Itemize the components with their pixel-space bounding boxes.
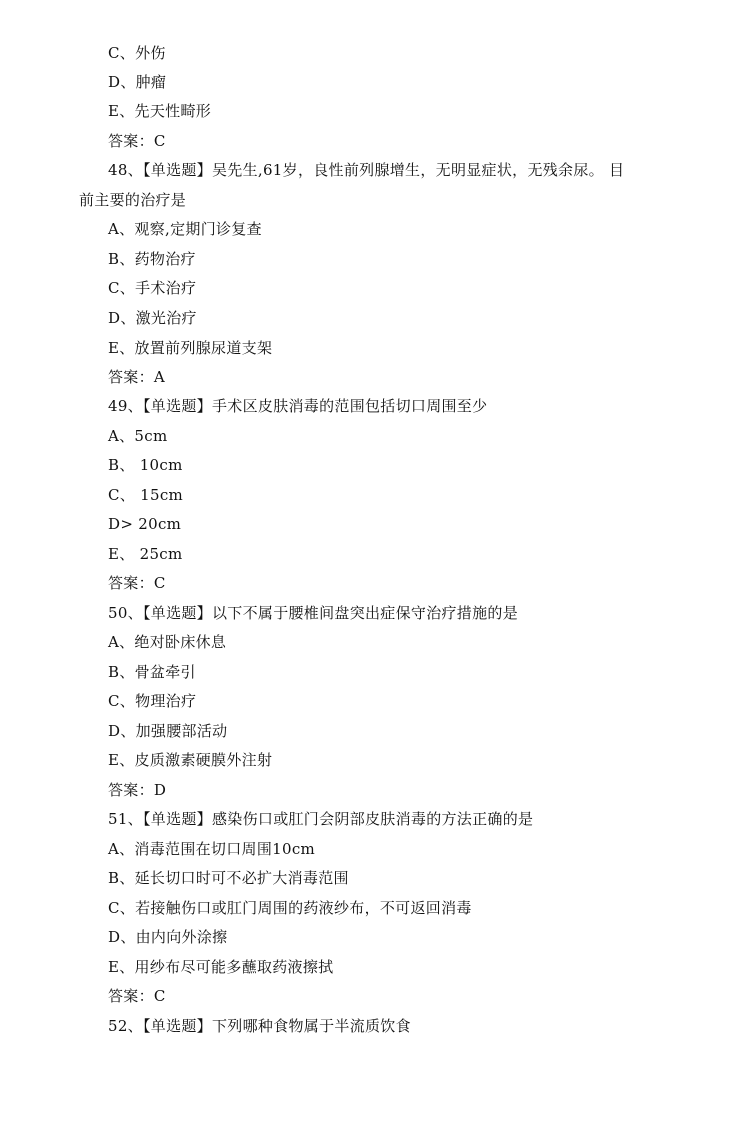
answer-q48: 答案：A (108, 368, 166, 386)
option-b-q51: B、延长切口时可不必扩大消毒范围 (108, 869, 349, 887)
answer-q47: 答案：C (108, 132, 166, 150)
option-e-q47: E、先天性畸形 (108, 102, 212, 120)
question-48-continued: 前主要的治疗是 (79, 191, 187, 209)
option-c-q49: C、 15cm (108, 486, 184, 504)
option-b-q50: B、骨盆牵引 (108, 663, 196, 681)
option-a-q51: A、消毒范围在切口周围10cm (108, 840, 316, 858)
answer-q51: 答案：C (108, 987, 166, 1005)
option-e-q49: E、 25cm (108, 545, 183, 563)
option-d-q49: D> 20cm (108, 515, 182, 533)
option-a-q50: A、绝对卧床休息 (108, 633, 227, 651)
option-c-q47: C、外伤 (108, 44, 166, 62)
option-d-q50: D、加强腰部活动 (108, 722, 228, 740)
option-c-q50: C、物理治疗 (108, 692, 197, 710)
option-d-q51: D、由内向外涂擦 (108, 928, 228, 946)
question-50: 50、【单选题】以下不属于腰椎间盘突出症保守治疗措施的是 (108, 604, 518, 622)
option-d-q48: D、激光治疗 (108, 309, 197, 327)
option-e-q50: E、皮质激素硬膜外注射 (108, 751, 273, 769)
question-51: 51、【单选题】感染伤口或肛门会阴部皮肤消毒的方法正确的是 (108, 810, 534, 828)
option-e-q48: E、放置前列腺尿道支架 (108, 339, 273, 357)
option-c-q51: C、若接触伤口或肛门周围的药液纱布，不可返回消毒 (108, 899, 472, 917)
question-52: 52、【单选题】下列哪种食物属于半流质饮食 (108, 1017, 411, 1035)
option-b-q48: B、药物治疗 (108, 250, 196, 268)
answer-q50: 答案：D (108, 781, 167, 799)
question-48: 48、【单选题】吴先生,61岁，良性前列腺增生，无明显症状，无残余尿。 目 (108, 161, 625, 179)
question-49: 49、【单选题】手术区皮肤消毒的范围包括切口周围至少 (108, 397, 488, 415)
option-a-q48: A、观察,定期门诊复查 (108, 220, 262, 238)
option-a-q49: A、5cm (108, 427, 168, 445)
option-d-q47: D、肿瘤 (108, 73, 167, 91)
option-c-q48: C、手术治疗 (108, 279, 197, 297)
option-e-q51: E、用纱布尽可能多蘸取药液擦拭 (108, 958, 334, 976)
answer-q49: 答案：C (108, 574, 166, 592)
option-b-q49: B、 10cm (108, 456, 183, 474)
